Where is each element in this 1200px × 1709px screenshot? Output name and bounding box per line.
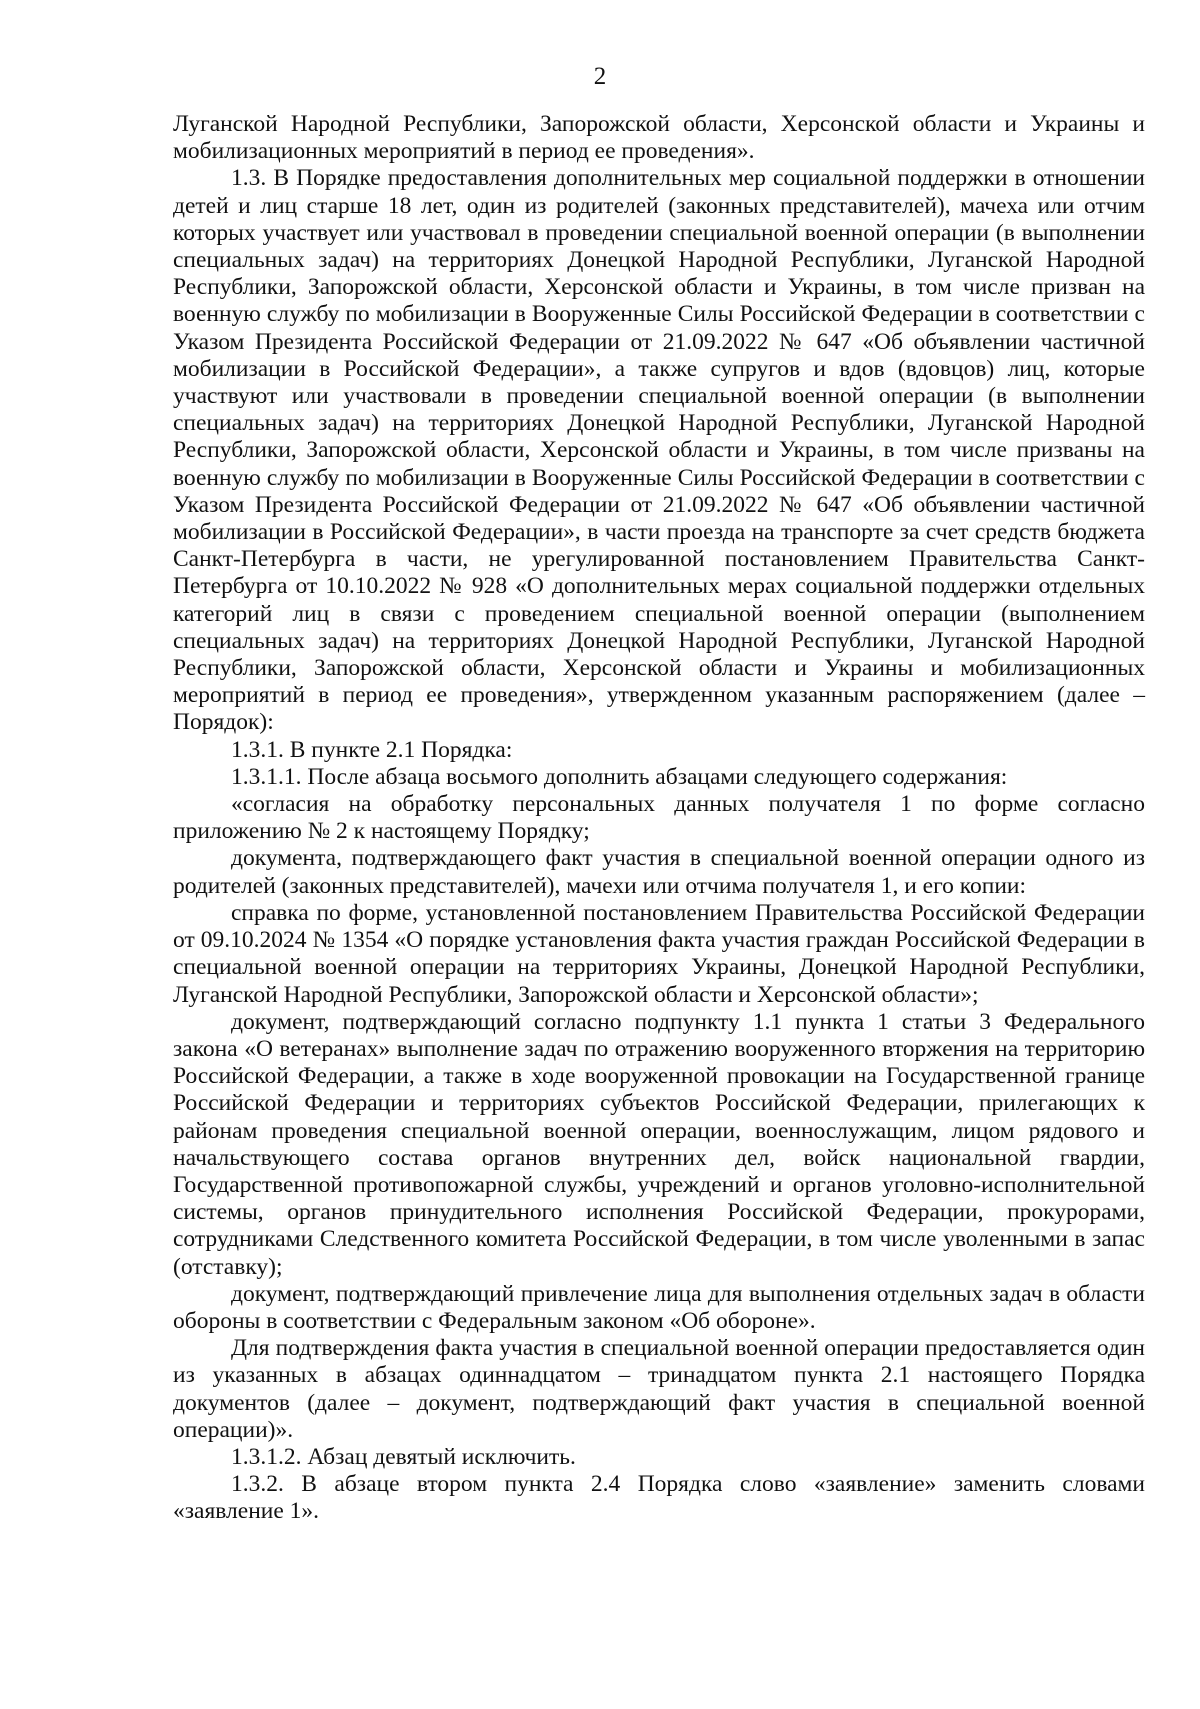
paragraph: справка по форме, установленной постановлением Правительства Российской Федерации от 09.10.2024 № 1354 «О порядке установления факта участия граждан Российской Федерации в специальной военной операции на территориях Украины, Донецкой Народной Республики, Луганской Народной Республики, Запорожской области и Херсонской области»; bbox=[173, 899, 1145, 1008]
paragraph: 1.3. В Порядке предоставления дополнительных мер социальной поддержки в отношении детей и лиц старше 18 лет, один из родителей (законных представителей), мачеха или отчим которых участвует или участвовал в проведении специальной военной операции (в выполнении специальных задач) на территориях Донецкой Народной Республики, Луганской Народной Республики, Запорожской области, Херсонской области и Украины, в том числе призван на военную службу по мобилизации в Вооруженные Силы Российской Федерации в соответствии с Указом Президента Российской Федерации от 21.09.2022 № 647 «Об объявлении частичной мобилизации в Российской Федерации», а также супругов и вдов (вдовцов) лиц, которые участвуют или участвовали в проведении специальной военной операции (в выполнении специальных задач) на территориях Донецкой Народной Республики, Луганской Народной Республики, Запорожской области, Херсонской области и Украины, в том числе призваны на военную службу по мобилизации в Вооруженные Силы Российской Федерации в соответствии с Указом Президента Российской Федерации от 21.09.2022 № 647 «Об объявлении частичной мобилизации в Российской Федерации», в части проезда на транспорте за счет средств бюджета Санкт-Петербурга в части, не урегулированной постановлением Правительства Санкт-Петербурга от 10.10.2022 № 928 «О дополнительных мерах социальной поддержки отдельных категорий лиц в связи с проведением специальной военной операции (выполнением специальных задач) на территориях Донецкой Народной Республики, Луганской Народной Республики, Запорожской области, Херсонской области и Украины и мобилизационных мероприятий в период ее проведения», утвержденном указанным распоряжением (далее – Порядок): bbox=[173, 165, 1145, 736]
paragraph: Луганской Народной Республики, Запорожской области, Херсонской области и Украины и мобилизационных мероприятий в период ее проведения». bbox=[173, 111, 1145, 165]
paragraph: 1.3.2. В абзаце втором пункта 2.4 Порядка слово «заявление» заменить словами «заявление 1». bbox=[173, 1471, 1145, 1525]
paragraph: 1.3.1.2. Абзац девятый исключить. bbox=[231, 1443, 576, 1470]
paragraph: 1.3.1. В пункте 2.1 Порядка: bbox=[231, 736, 513, 763]
paragraph: документ, подтверждающий привлечение лица для выполнения отдельных задач в области обороны в соответствии с Федеральным законом «Об обороне». bbox=[173, 1280, 1145, 1334]
paragraph: Для подтверждения факта участия в специальной военной операции предоставляется один из указанных в абзацах одиннадцатом – тринадцатом пункта 2.1 настоящего Порядка документов (далее – документ, подтверждающий факт участия в специальной военной операции)». bbox=[173, 1335, 1145, 1443]
paragraph: документа, подтверждающего факт участия в специальной военной операции одного из родителей (законных представителей), мачехи или отчима получателя 1, и его копии: bbox=[173, 845, 1145, 899]
paragraph: 1.3.1.1. После абзаца восьмого дополнить абзацами следующего содержания: bbox=[231, 763, 1008, 790]
page-number: 2 bbox=[593, 63, 607, 90]
document-body bbox=[173, 111, 1145, 1526]
paragraph: документ, подтверждающий согласно подпункту 1.1 пункта 1 статьи 3 Федерального закона «О ветеранах» выполнение задач по отражению вооруженного вторжения на территорию Российской Федерации, а также в ходе вооруженной провокации на Государственной границе Российской Федерации и территориях субъектов Российской Федерации, прилегающих к районам проведения специальной военной операции, военнослужащим, лицом рядового и начальствующего состава органов внутренних дел, войск национальной гвардии, Государственной противопожарной службы, учреждений и органов уголовно-исполнительной системы, органов принудительного исполнения Российской Федерации, прокурорами, сотрудниками Следственного комитета Российской Федерации, в том числе уволенными в запас (отставку); bbox=[173, 1008, 1145, 1280]
paragraph: «согласия на обработку персональных данных получателя 1 по форме согласно приложению № 2 к настоящему Порядку; bbox=[173, 791, 1145, 845]
